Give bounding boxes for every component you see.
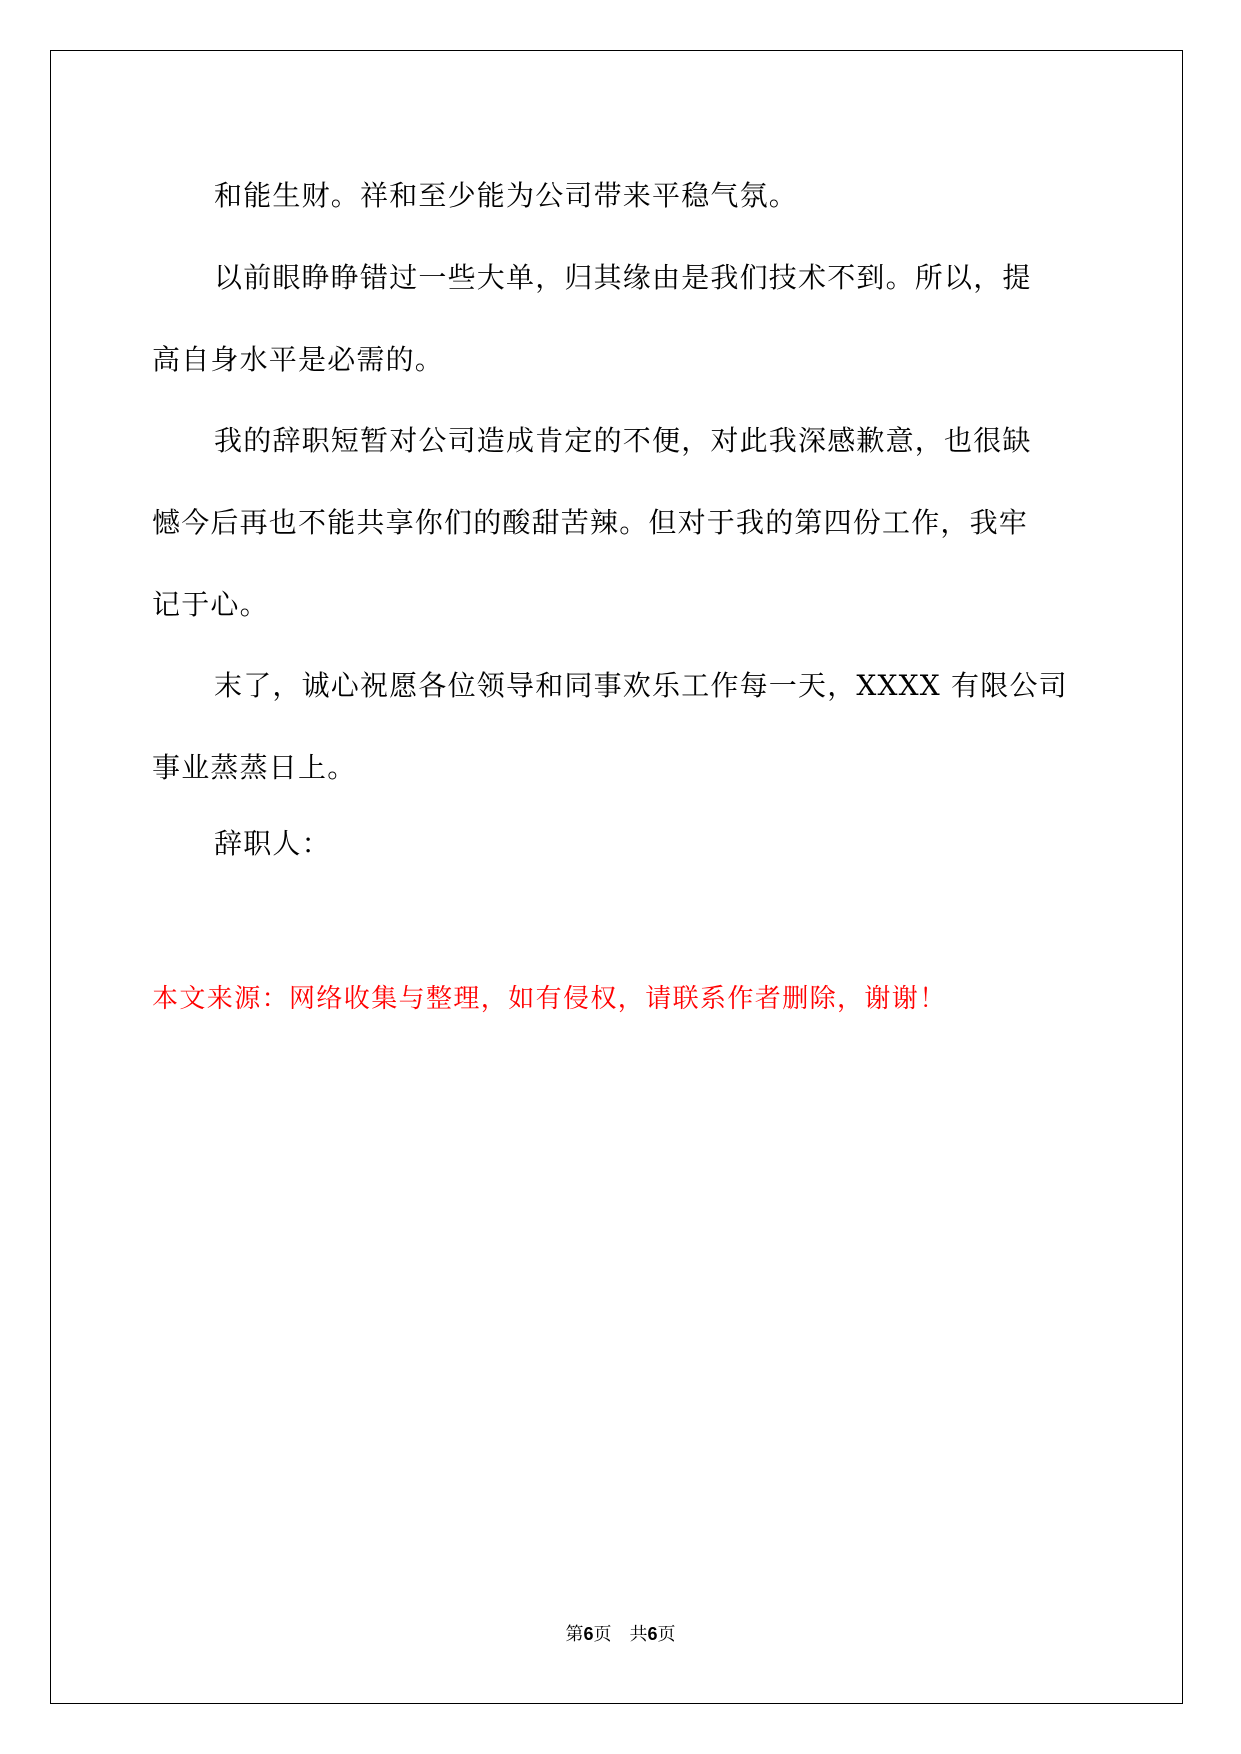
page-footer — [0, 1620, 1241, 1646]
body-line-4: 我的辞职短暂对公司造成肯定的不便，对此我深感歉意，也很缺 — [214, 424, 1032, 457]
source-note: 本文来源：网络收集与整理，如有侵权，请联系作者删除，谢谢！ — [152, 984, 947, 1014]
footer-page-total: 6 — [647, 1624, 658, 1644]
body-line-2: 以前眼睁睁错过一些大单，归其缘由是我们技术不到。所以，提 — [214, 261, 1032, 294]
footer-total-prefix: 共 — [629, 1624, 648, 1644]
signature-label: 辞职人： — [214, 827, 331, 860]
page-border — [50, 50, 1183, 1704]
body-line-6: 记于心。 — [152, 588, 269, 621]
body-line-7: 末了，诚心祝愿各位领导和同事欢乐工作每一天，XXXX 有限公司 — [214, 669, 1068, 702]
footer-page-current: 6 — [583, 1624, 594, 1644]
body-line-5: 憾今后再也不能共享你们的酸甜苦辣。但对于我的第四份工作，我牢 — [152, 506, 1029, 539]
footer-page-prefix: 第 — [565, 1624, 584, 1644]
body-line-1: 和能生财。祥和至少能为公司带来平稳气氛。 — [214, 179, 799, 212]
body-line-3: 高自身水平是必需的。 — [152, 343, 445, 376]
footer-page-suffix: 页 — [593, 1624, 612, 1644]
footer-total-suffix: 页 — [657, 1624, 676, 1644]
body-line-8: 事业蒸蒸日上。 — [152, 751, 357, 784]
